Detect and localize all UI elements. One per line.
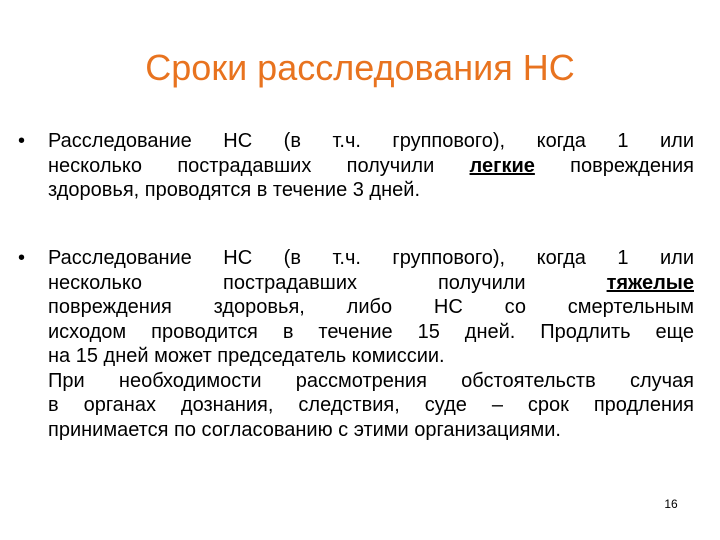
emphasis-severe: тяжелые — [606, 271, 694, 294]
bullet-line: на 15 дней может председатель комиссии. — [48, 345, 445, 367]
slide-title: Сроки расследования НС — [145, 47, 575, 88]
bullet-line: Расследование НС (в т.ч. группового), когда 1 или — [48, 247, 694, 269]
bullet-line: исходом проводится в течение 15 дней. Продлить еще — [48, 320, 694, 343]
bullet-text: несколько пострадавших получили — [48, 271, 607, 294]
emphasis-light: легкие — [469, 154, 535, 177]
bullet-item-light-injuries — [18, 129, 694, 203]
bullet-line: принимается по согласованию с этими организациями. — [48, 418, 561, 441]
bullet-line — [48, 154, 694, 179]
bullet-text: повреждения — [534, 154, 694, 177]
bullet-text: несколько пострадавших получили — [48, 154, 470, 177]
bullet-icon: • — [18, 247, 26, 269]
bullet-line: При необходимости рассмотрения обстоятельств случая — [48, 369, 694, 392]
bullet-line: здоровья, проводятся в течение 3 дней. — [48, 179, 421, 201]
bullet-line — [48, 271, 694, 296]
bullet-line: в органах дознания, следствия, суде – срок продления — [48, 394, 694, 416]
page-number: 16 — [664, 497, 678, 511]
bullet-item-severe-injuries — [18, 246, 694, 442]
bullet-line: повреждения здоровья, либо НС со смертельным — [48, 296, 694, 318]
bullet-icon: • — [18, 130, 26, 152]
bullet-line: Расследование НС (в т.ч. группового), когда 1 или — [48, 130, 694, 152]
